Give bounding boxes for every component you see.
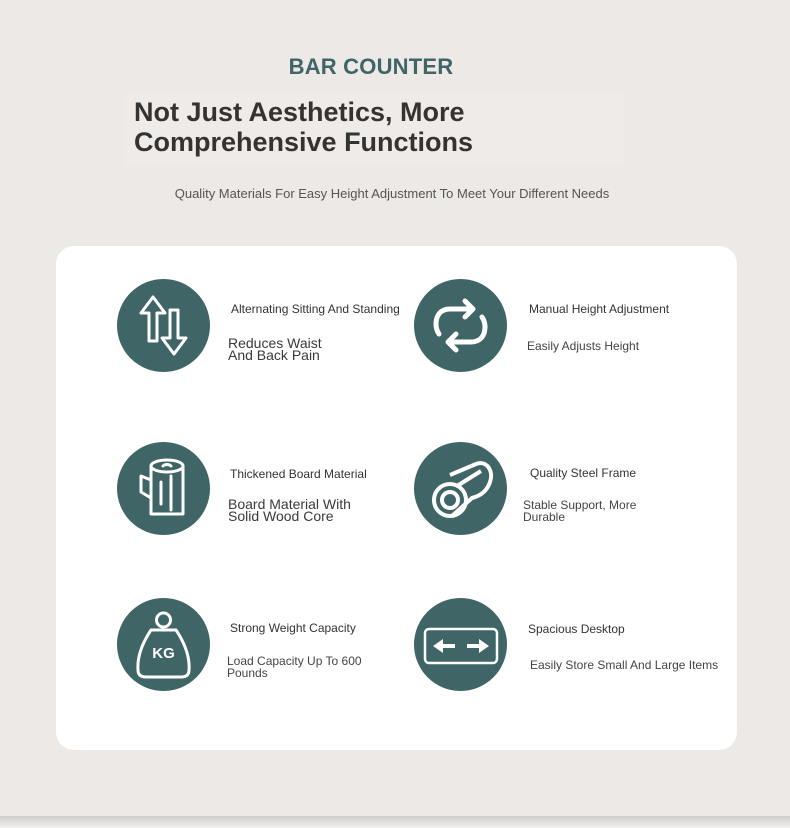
bottom-divider	[0, 816, 790, 828]
headline-line-1: Not Just Aesthetics, More	[134, 97, 465, 127]
steel-tube-icon	[414, 442, 507, 535]
subtitle: Quality Materials For Easy Height Adjustment To Meet Your Different Needs	[174, 186, 610, 201]
feature-title: Strong Weight Capacity	[230, 621, 356, 635]
up-down-arrows-icon	[117, 279, 210, 372]
feature-title: Alternating Sitting And Standing	[231, 302, 400, 316]
features-card	[56, 246, 737, 750]
feature-description: Reduces Waist And Back Pain	[228, 335, 322, 363]
feature-title: Quality Steel Frame	[530, 466, 637, 480]
wide-desktop-icon	[414, 598, 507, 691]
feature-description: Board Material With Solid Wood Core	[228, 496, 351, 524]
feature-description: Easily Store Small And Large Items	[530, 658, 719, 672]
kg-label: KG	[152, 645, 175, 662]
headline	[134, 97, 473, 157]
headline-line-2: Comprehensive Functions	[134, 127, 474, 157]
feature-title: Thickened Board Material	[230, 467, 367, 481]
kicker: BAR COUNTER	[288, 54, 454, 79]
weight-kg-icon	[117, 598, 210, 691]
wood-log-icon	[117, 442, 210, 535]
feature-description: Easily Adjusts Height	[527, 339, 640, 353]
feature-description: Stable Support, More Durable	[523, 498, 637, 524]
feature-title: Spacious Desktop	[528, 622, 625, 636]
loop-arrows-icon	[414, 279, 507, 372]
feature-title: Manual Height Adjustment	[529, 302, 670, 316]
feature-description: Load Capacity Up To 600 Pounds	[227, 654, 362, 680]
